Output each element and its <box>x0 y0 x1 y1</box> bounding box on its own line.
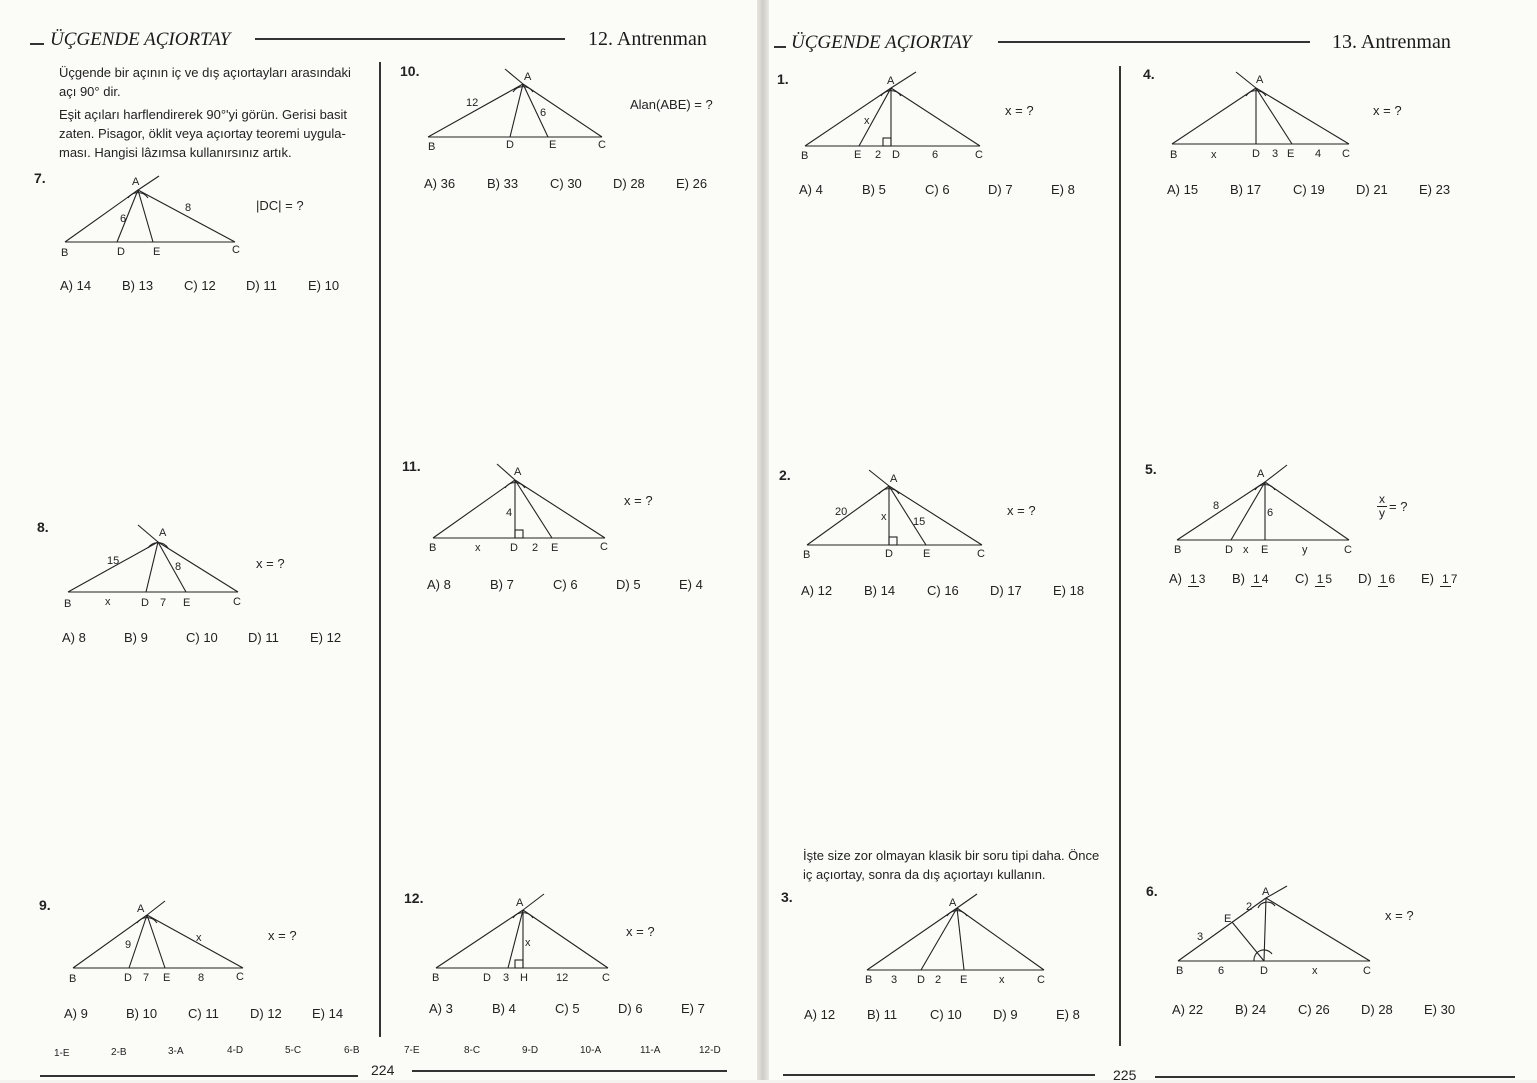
option[interactable]: C) 19 <box>1293 182 1325 197</box>
option[interactable]: B) 7 <box>490 577 514 592</box>
option[interactable]: E) 23 <box>1419 182 1451 197</box>
options-q8 <box>62 630 372 645</box>
label-length: 15 <box>913 516 926 528</box>
option[interactable]: E) 7 <box>681 1001 705 1016</box>
label-length: 4 <box>506 507 513 519</box>
label-e: E <box>960 974 968 986</box>
option[interactable]: A) 8 <box>62 630 86 645</box>
option-letter: E) <box>1421 571 1434 586</box>
option[interactable]: C) 6 <box>553 577 578 592</box>
label-c: C <box>1363 965 1371 977</box>
header-dash <box>774 46 786 48</box>
page-number: 225 <box>1113 1067 1137 1083</box>
option[interactable]: C) 30 <box>550 176 582 191</box>
question-ask: |DC| = ? <box>256 198 304 213</box>
option[interactable]: E) 10 <box>308 278 340 293</box>
label-length: x <box>1243 544 1249 556</box>
option[interactable]: E) 18 <box>1053 583 1085 598</box>
option[interactable]: D) 9 <box>993 1007 1018 1022</box>
label-length: x <box>1312 965 1318 977</box>
note-line: iç açıortay, sonra da dış açıortayı kullanın. <box>803 867 1046 882</box>
option[interactable] <box>1421 571 1484 587</box>
intro-line: açı 90° dir. <box>59 84 121 99</box>
label-c: C <box>975 149 983 161</box>
label-length: x <box>475 542 481 554</box>
option-fraction <box>1188 573 1205 587</box>
label-e: E <box>1261 544 1269 556</box>
option[interactable]: E) 30 <box>1424 1002 1456 1017</box>
option[interactable]: B) 13 <box>122 278 154 293</box>
option-letter: D) <box>1358 571 1372 586</box>
option[interactable]: B) 10 <box>126 1006 158 1021</box>
question-number: 3. <box>781 889 793 905</box>
label-length: x <box>525 937 531 949</box>
label-d: D <box>506 139 514 151</box>
option[interactable]: B) 11 <box>867 1007 898 1022</box>
denominator: y <box>1379 506 1385 520</box>
option-letter: B) <box>1232 571 1245 586</box>
label-d: D <box>885 548 893 560</box>
label-a: A <box>132 176 140 188</box>
question-ask: x = ? <box>1385 908 1414 923</box>
drill-title: 13. Antrenman <box>1332 31 1451 53</box>
label-h: H <box>520 972 528 984</box>
question-number: 2. <box>779 467 791 483</box>
footer-rule <box>40 1075 358 1077</box>
label-length: 9 <box>125 939 132 951</box>
label-a: A <box>137 903 145 915</box>
label-b: B <box>64 598 72 610</box>
label-length: 2 <box>935 974 942 986</box>
answer-key-item: 1-E <box>54 1048 70 1059</box>
label-length: x <box>196 932 202 944</box>
label-length: 2 <box>875 149 882 161</box>
label-length: 8 <box>198 972 205 984</box>
label-length: x <box>881 511 887 523</box>
option[interactable]: B) 9 <box>124 630 148 645</box>
question-number: 8. <box>37 519 49 535</box>
label-a: A <box>516 897 524 909</box>
label-length: 7 <box>160 597 167 609</box>
option-fraction <box>1440 573 1457 587</box>
label-length: 2 <box>1246 901 1253 913</box>
option[interactable]: A) 3 <box>429 1001 453 1016</box>
question-number: 7. <box>34 170 46 186</box>
figure-q10 <box>420 64 620 159</box>
label-length: x <box>1211 149 1217 161</box>
label-length: x <box>105 596 111 608</box>
label-b: B <box>1174 544 1182 556</box>
section-title: ÜÇGENDE AÇIORTAY <box>791 32 972 53</box>
option[interactable]: D) 11 <box>248 630 279 645</box>
question-number: 11. <box>402 458 421 474</box>
answer-key-item: 3-A <box>168 1046 184 1057</box>
option[interactable]: C) 10 <box>186 630 218 645</box>
option[interactable]: D) 17 <box>990 583 1022 598</box>
numerator: x <box>1379 492 1385 506</box>
option[interactable]: D) 12 <box>250 1006 282 1021</box>
denominator: 4 <box>1261 571 1269 586</box>
label-d: D <box>141 597 149 609</box>
label-d: D <box>483 972 491 984</box>
label-d: D <box>1252 148 1260 160</box>
question-number: 6. <box>1146 883 1158 899</box>
option[interactable]: B) 24 <box>1235 1002 1267 1017</box>
label-d: D <box>510 542 518 554</box>
figure-r1 <box>797 68 997 163</box>
page-number: 224 <box>371 1062 395 1078</box>
options-q12 <box>429 1001 744 1016</box>
option[interactable] <box>1358 571 1421 587</box>
label-length: 3 <box>1197 931 1204 943</box>
label-c: C <box>1342 148 1350 160</box>
figure-q12 <box>428 890 628 985</box>
label-d: D <box>117 246 125 258</box>
column-divider <box>1119 66 1121 1046</box>
question-ask: x = ? <box>1373 103 1402 118</box>
figure-q7 <box>55 170 255 265</box>
label-length: 8 <box>1213 500 1220 512</box>
option[interactable]: E) 8 <box>1056 1007 1080 1022</box>
label-a: A <box>1262 886 1270 898</box>
question-number: 9. <box>39 897 51 913</box>
label-length: 2 <box>532 542 539 554</box>
option[interactable]: E) 26 <box>676 176 708 191</box>
option[interactable]: C) 11 <box>188 1006 219 1021</box>
figure-r4 <box>1164 68 1364 163</box>
label-b: B <box>61 247 69 259</box>
label-e: E <box>153 246 161 258</box>
label-a: A <box>514 466 522 478</box>
answer-key-item: 9-D <box>522 1045 539 1056</box>
option[interactable]: C) 10 <box>930 1007 962 1022</box>
label-length: 12 <box>556 972 569 984</box>
label-e: E <box>183 597 191 609</box>
label-b: B <box>429 542 437 554</box>
figure-r6 <box>1172 882 1372 977</box>
label-e: E <box>551 542 559 554</box>
label-b: B <box>803 549 811 561</box>
option-fraction <box>1315 573 1332 587</box>
option[interactable] <box>1232 571 1295 587</box>
option[interactable]: B) 5 <box>862 182 886 197</box>
note-text <box>803 846 1099 884</box>
answer-key-item: 11-A <box>640 1045 661 1056</box>
option[interactable]: B) 4 <box>492 1001 516 1016</box>
options-r6 <box>1172 1002 1487 1017</box>
question-number: 1. <box>777 71 789 87</box>
label-c: C <box>977 548 985 560</box>
option[interactable]: A) 12 <box>804 1007 836 1022</box>
option[interactable] <box>1295 571 1358 587</box>
option[interactable]: B) 14 <box>864 583 896 598</box>
label-length: 4 <box>1315 148 1322 160</box>
figure-r5 <box>1169 460 1369 555</box>
option-fraction <box>1378 573 1395 587</box>
option[interactable]: D) 28 <box>613 176 645 191</box>
intro-line: Eşit açıları harflendirerek 90°'yi görün. Gerisi basit <box>59 107 348 122</box>
label-length: 3 <box>891 974 898 986</box>
options-r2 <box>801 583 1116 598</box>
question-number: 4. <box>1143 66 1155 82</box>
label-b: B <box>801 150 809 162</box>
label-d: D <box>917 974 925 986</box>
options-q9 <box>64 1006 374 1021</box>
label-length: y <box>1302 544 1308 556</box>
option[interactable]: E) 4 <box>679 577 703 592</box>
numerator: 1 <box>1379 571 1387 586</box>
ratio <box>1377 493 1387 520</box>
label-length: 3 <box>1272 148 1279 160</box>
section-title: ÜÇGENDE AÇIORTAY <box>50 29 231 50</box>
figure-r2 <box>799 466 999 561</box>
option[interactable]: A) 4 <box>799 182 823 197</box>
answer-key-item: 5-C <box>285 1045 302 1056</box>
option-fraction <box>1251 573 1268 587</box>
option-letter: A) <box>1169 571 1182 586</box>
option[interactable]: C) 26 <box>1298 1002 1330 1017</box>
question-number: 12. <box>404 890 424 906</box>
numerator: 1 <box>1190 571 1197 586</box>
drill-title: 12. Antrenman <box>588 28 707 50</box>
numerator: 1 <box>1316 571 1324 586</box>
denominator: 7 <box>1450 571 1458 586</box>
label-length: 6 <box>1218 965 1225 977</box>
question-ask: x = ? <box>1007 503 1036 518</box>
footer-rule <box>1155 1076 1515 1078</box>
label-length: x <box>864 115 870 127</box>
option[interactable]: C) 16 <box>927 583 959 598</box>
label-a: A <box>890 473 898 485</box>
question-ask <box>1377 493 1407 520</box>
label-c: C <box>1344 544 1352 556</box>
label-e: E <box>549 139 557 151</box>
option[interactable]: A) 14 <box>60 278 92 293</box>
label-c: C <box>236 971 244 983</box>
label-b: B <box>1176 965 1184 977</box>
label-b: B <box>69 973 77 985</box>
option[interactable]: C) 12 <box>184 278 216 293</box>
label-length: 8 <box>185 202 192 214</box>
option[interactable]: E) 8 <box>1051 182 1075 197</box>
label-length: 6 <box>932 149 939 161</box>
denominator: 5 <box>1325 571 1333 586</box>
label-a: A <box>887 75 895 87</box>
question-number: 5. <box>1145 461 1157 477</box>
label-length: 7 <box>143 972 150 984</box>
figure-q8 <box>60 520 260 615</box>
column-divider <box>379 62 381 1037</box>
option[interactable]: D) 5 <box>616 577 641 592</box>
answer-key-item: 10-A <box>580 1045 602 1056</box>
note-line: İşte size zor olmayan klasik bir soru tipi daha. Önce <box>803 848 1100 863</box>
label-length: 6 <box>540 107 547 119</box>
label-a: A <box>524 71 532 83</box>
label-b: B <box>432 972 440 984</box>
header-dash <box>30 43 44 45</box>
label-b: B <box>865 974 873 986</box>
label-c: C <box>233 596 241 608</box>
footer-rule <box>412 1070 727 1072</box>
numerator: 1 <box>1253 571 1260 586</box>
label-d: D <box>1225 544 1233 556</box>
figure-r3 <box>859 890 1059 985</box>
label-e: E <box>1224 913 1232 925</box>
intro-line: zaten. Pisagor, öklit veya açıortay teoremi uygula- <box>59 126 346 141</box>
denominator: 3 <box>1198 571 1206 586</box>
option[interactable]: C) 6 <box>925 182 950 197</box>
label-a: A <box>1256 74 1264 86</box>
label-length: 8 <box>175 561 182 573</box>
label-length: 12 <box>466 97 479 109</box>
right-page <box>769 0 1537 1083</box>
option[interactable]: D) 11 <box>246 278 277 293</box>
intro-text <box>59 63 351 162</box>
ask-tail: = ? <box>1389 499 1408 514</box>
question-number: 10. <box>400 63 420 79</box>
options-r4 <box>1167 182 1482 197</box>
answer-key-item: 8-C <box>464 1045 481 1056</box>
option[interactable]: B) 17 <box>1230 182 1262 197</box>
options-r1 <box>799 182 1114 197</box>
option[interactable]: E) 12 <box>310 630 342 645</box>
label-a: A <box>159 527 167 539</box>
footer-rule <box>783 1074 1095 1076</box>
denominator: 6 <box>1388 571 1396 586</box>
label-d: D <box>1260 965 1268 977</box>
label-c: C <box>600 541 608 553</box>
intro-line: ması. Hangisi lâzımsa kullanırsınız artık. <box>59 145 292 160</box>
option[interactable]: A) 8 <box>427 577 451 592</box>
label-length: 3 <box>503 972 510 984</box>
answer-key-item: 7-E <box>404 1045 420 1056</box>
label-d: D <box>124 972 132 984</box>
left-page <box>0 0 760 1080</box>
option[interactable]: B) 33 <box>487 176 519 191</box>
option[interactable]: A) 36 <box>424 176 456 191</box>
label-e: E <box>163 972 171 984</box>
label-length: x <box>999 974 1005 986</box>
question-ask: x = ? <box>268 928 297 943</box>
figure-q11 <box>425 460 625 555</box>
label-length: 20 <box>835 506 848 518</box>
option[interactable]: D) 6 <box>618 1001 643 1016</box>
answer-key-item: 6-B <box>344 1045 360 1056</box>
options-q10 <box>424 176 739 191</box>
label-length: 6 <box>120 213 127 225</box>
answer-key-item: 12-D <box>699 1045 721 1056</box>
option[interactable]: C) 5 <box>555 1001 580 1016</box>
question-ask: x = ? <box>624 493 653 508</box>
label-length: 6 <box>1267 507 1274 519</box>
option[interactable]: A) 12 <box>801 583 833 598</box>
answer-key-item: 4-D <box>227 1045 244 1056</box>
question-ask: x = ? <box>626 924 655 939</box>
option[interactable]: A) 15 <box>1167 182 1199 197</box>
option[interactable]: D) 28 <box>1361 1002 1393 1017</box>
label-a: A <box>949 897 957 909</box>
header-rule <box>998 41 1310 43</box>
option-letter: C) <box>1295 571 1309 586</box>
option[interactable]: D) 21 <box>1356 182 1388 197</box>
numerator: 1 <box>1442 571 1449 586</box>
options-q11 <box>427 577 742 592</box>
option[interactable]: A) 9 <box>64 1006 88 1021</box>
options-q7 <box>60 278 370 293</box>
label-b: B <box>1170 149 1178 161</box>
label-e: E <box>854 149 862 161</box>
book-spine <box>757 0 769 1080</box>
label-c: C <box>1037 974 1045 986</box>
label-b: B <box>428 141 436 153</box>
option[interactable] <box>1169 571 1232 587</box>
option[interactable]: D) 7 <box>988 182 1013 197</box>
option[interactable]: E) 14 <box>312 1006 344 1021</box>
options-r5 <box>1169 571 1484 587</box>
answer-key-item: 2-B <box>111 1047 127 1058</box>
intro-line: Üçgende bir açının iç ve dış açıortayları arasındaki <box>59 65 351 80</box>
label-c: C <box>598 139 606 151</box>
label-e: E <box>923 548 931 560</box>
question-ask: x = ? <box>1005 103 1034 118</box>
figure-q9 <box>65 895 265 990</box>
label-e: E <box>1287 148 1295 160</box>
label-a: A <box>1257 468 1265 480</box>
question-ask: Alan(ABE) = ? <box>630 97 713 112</box>
question-ask: x = ? <box>256 556 285 571</box>
label-length: 15 <box>107 555 120 567</box>
label-c: C <box>232 244 240 256</box>
label-d: D <box>892 149 900 161</box>
label-c: C <box>602 972 610 984</box>
option[interactable]: A) 22 <box>1172 1002 1204 1017</box>
options-r3 <box>804 1007 1119 1022</box>
header-rule <box>255 38 565 40</box>
